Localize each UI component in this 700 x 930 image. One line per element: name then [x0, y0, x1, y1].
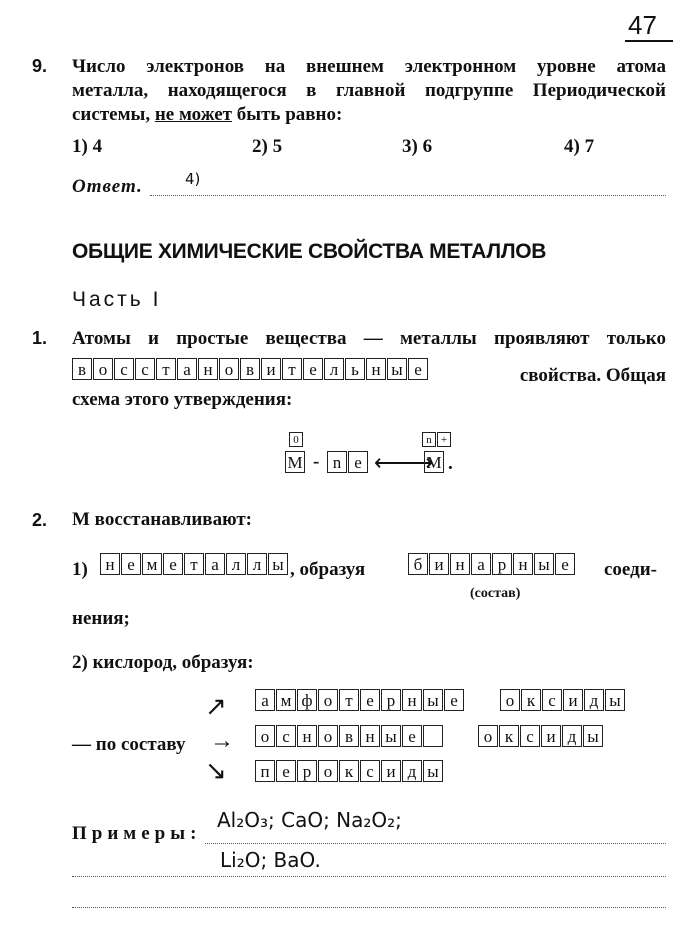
examples-line-2: [72, 876, 666, 877]
nonmetals-letter-boxes: [100, 553, 288, 575]
item-1-middle: , образуя: [290, 559, 366, 580]
scheme-period: .: [448, 453, 453, 474]
question-1-number: 1.: [32, 328, 48, 348]
oxides-letter-boxes-1: [500, 689, 625, 711]
peroxides-letter-boxes: [255, 760, 443, 782]
examples-handwritten-2: Li₂O; BaO.: [220, 848, 321, 872]
composition-note: (состав): [470, 586, 521, 601]
item-2-label: 2) кислород, образуя:: [72, 652, 254, 673]
scheme-dash: -: [313, 451, 320, 472]
letter-box: о: [219, 358, 239, 380]
letter-box: т: [339, 689, 359, 711]
examples-label: Примеры:: [72, 823, 202, 844]
n-box: n: [327, 451, 347, 473]
e-box: e: [348, 451, 368, 473]
letter-box: о: [500, 689, 520, 711]
question-2-title: М восстанавливают:: [72, 509, 252, 530]
arrow-up-right-icon: ↗: [205, 692, 227, 721]
item-1-end: соеди-: [604, 559, 658, 580]
letter-box: е: [402, 725, 422, 747]
letter-box: т: [156, 358, 176, 380]
question-9-emphasis: не может: [154, 104, 233, 125]
letter-box: и: [541, 725, 561, 747]
item-1-continuation: нения;: [72, 608, 130, 629]
letter-box: ы: [423, 689, 443, 711]
arrow-down-right-icon: ↘: [205, 756, 227, 785]
option-2: 2) 5: [252, 136, 283, 157]
letter-box: е: [276, 760, 296, 782]
letter-box: н: [402, 689, 422, 711]
letter-box: б: [408, 553, 428, 575]
letter-box: в: [339, 725, 359, 747]
examples-line-1: [205, 843, 666, 844]
letter-box: в: [72, 358, 92, 380]
answer-label: Ответ.: [72, 176, 143, 197]
letter-box: и: [563, 689, 583, 711]
letter-box: в: [240, 358, 260, 380]
letter-box: ы: [605, 689, 625, 711]
letter-box: ы: [583, 725, 603, 747]
charge-n-box: n: [422, 432, 436, 447]
arrow-right-icon: →: [210, 728, 234, 754]
examples-handwritten-1: Al₂O₃; CaO; Na₂O₂;: [217, 808, 402, 832]
letter-box: к: [499, 725, 519, 747]
letter-box: и: [381, 760, 401, 782]
amphoteric-letter-boxes: [255, 689, 464, 711]
letter-box: д: [402, 760, 422, 782]
page-number: 47: [628, 10, 657, 40]
letter-box: р: [297, 760, 317, 782]
letter-box: о: [255, 725, 275, 747]
letter-box: н: [366, 358, 386, 380]
letter-box: а: [255, 689, 275, 711]
question-9-line-3: [72, 103, 342, 127]
letter-box: и: [261, 358, 281, 380]
letter-box: о: [318, 725, 338, 747]
question-9-line-3-post: быть равно:: [232, 104, 343, 125]
question-1-after-boxes: свойства. Общая: [519, 365, 666, 386]
answer-line: [150, 195, 666, 196]
letter-box: л: [226, 553, 246, 575]
binary-letter-boxes: [408, 553, 575, 575]
letter-box: к: [521, 689, 541, 711]
letter-box: н: [297, 725, 317, 747]
letter-box: с: [276, 725, 296, 747]
option-4: 4) 7: [564, 136, 595, 157]
letter-box: о: [93, 358, 113, 380]
letter-box: о: [318, 760, 338, 782]
letter-box: е: [121, 553, 141, 575]
item-1-prefix: 1): [72, 559, 88, 580]
letter-box-empty: [423, 725, 443, 747]
charge-plus-box: +: [437, 432, 451, 447]
section-heading: ОБЩИЕ ХИМИЧЕСКИЕ СВОЙСТВА МЕТАЛЛОВ: [72, 240, 547, 263]
by-composition-label: — по составу: [72, 734, 186, 755]
letter-box: е: [303, 358, 323, 380]
letter-box: а: [177, 358, 197, 380]
letter-box: п: [255, 760, 275, 782]
letter-box: с: [135, 358, 155, 380]
letter-box: н: [100, 553, 120, 575]
letter-box: е: [360, 689, 380, 711]
question-9-number: 9.: [32, 56, 48, 76]
letter-box: д: [584, 689, 604, 711]
basic-letter-boxes: [255, 725, 443, 747]
metal-right-box: M: [424, 451, 444, 473]
examples-line-3: [72, 907, 666, 908]
letter-box: р: [492, 553, 512, 575]
letter-box: ы: [387, 358, 407, 380]
letter-box: а: [205, 553, 225, 575]
letter-box: л: [247, 553, 267, 575]
charge-n-plus: [422, 432, 451, 447]
letter-box: д: [562, 725, 582, 747]
letter-box: н: [513, 553, 533, 575]
answer-value: 4): [185, 170, 201, 188]
letter-box: т: [184, 553, 204, 575]
letter-box: а: [471, 553, 491, 575]
letter-box: н: [198, 358, 218, 380]
letter-box: е: [555, 553, 575, 575]
question-9-line-2: металла, находящегося в главной подгруппе Периодической: [72, 80, 666, 101]
page-number-rule: [625, 40, 673, 42]
letter-box: ы: [381, 725, 401, 747]
question-2-number: 2.: [32, 510, 48, 530]
letter-box: м: [142, 553, 162, 575]
letter-box: с: [520, 725, 540, 747]
letter-box: с: [360, 760, 380, 782]
part-label: Часть I: [72, 288, 162, 311]
letter-box: ф: [297, 689, 317, 711]
question-1-line-1: Атомы и простые вещества — металлы проявляют только: [72, 328, 666, 349]
charge-zero-box: 0: [289, 432, 303, 447]
letter-box: р: [381, 689, 401, 711]
equilibrium-arrow: ⟵⟶: [374, 450, 430, 475]
letter-box: е: [163, 553, 183, 575]
option-1: 1) 4: [72, 136, 103, 157]
letter-box: к: [339, 760, 359, 782]
metal-left-box: M: [285, 451, 305, 473]
letter-box: е: [408, 358, 428, 380]
letter-box: и: [429, 553, 449, 575]
letter-box: ь: [345, 358, 365, 380]
question-9-line-1: Число электронов на внешнем электронном уровне атома: [72, 56, 666, 77]
letter-box: ы: [423, 760, 443, 782]
letter-box: м: [276, 689, 296, 711]
letter-box: е: [444, 689, 464, 711]
letter-box: н: [450, 553, 470, 575]
letter-box: т: [282, 358, 302, 380]
letter-box: н: [360, 725, 380, 747]
question-1-line-3: схема этого утверждения:: [72, 389, 293, 410]
question-9-line-3-pre: системы,: [72, 104, 155, 125]
letter-box: о: [318, 689, 338, 711]
letter-box: ы: [534, 553, 554, 575]
restorative-letter-boxes: [72, 358, 428, 380]
letter-box: о: [478, 725, 498, 747]
letter-box: с: [114, 358, 134, 380]
letter-box: ы: [268, 553, 288, 575]
oxides-letter-boxes-2: [478, 725, 603, 747]
letter-box: л: [324, 358, 344, 380]
option-3: 3) 6: [402, 136, 433, 157]
letter-box: с: [542, 689, 562, 711]
